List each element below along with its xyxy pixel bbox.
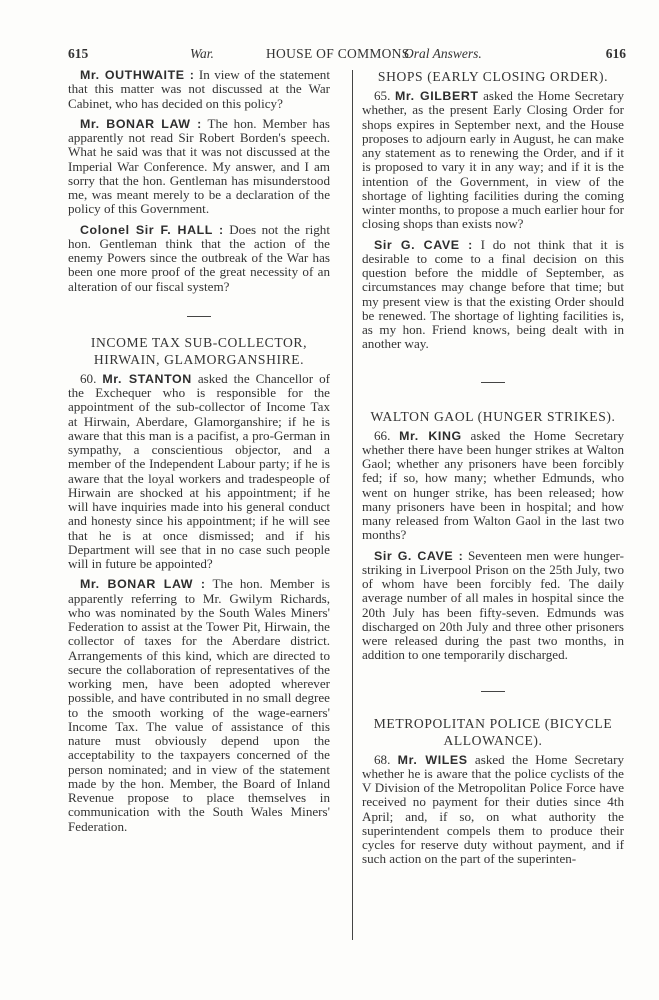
separator-rule <box>481 691 505 692</box>
paragraph-text: I do not think that it is desirable to come to a final decision on this question before the middle of September, as circumstances may change before that time; but my present view is that the existing Order should be renewed. The shortage of lighting facilities is, as my hon. Friend knows, being dealt with in another way. <box>362 236 624 352</box>
paragraph-text: Seventeen men were hunger-striking in Liverpool Prison on the 25th July, two of whom have been forcibly fed. The daily average number of all males in hospital since the 20th July has been fifty-seven. Edmunds was discharged on 20th July and three other prisoners were released during the past two months, in addition to one temporarily discharged. <box>362 547 625 663</box>
right-column <box>362 68 624 873</box>
speaker-name: Sir G. CAVE : <box>374 237 473 252</box>
running-head <box>68 46 626 66</box>
question-number: 65. <box>374 88 391 103</box>
paragraph-bonar-law-2 <box>68 577 330 834</box>
paragraph-stanton <box>68 372 330 572</box>
left-column <box>68 68 330 840</box>
heading-line: ALLOWANCE). <box>443 732 543 748</box>
separator-rule <box>187 316 211 317</box>
paragraph-cave-1 <box>362 238 624 352</box>
speaker-name: Mr. STANTON <box>102 371 192 386</box>
paragraph-king <box>362 429 624 543</box>
speaker-name: Mr. OUTHWAITE : <box>80 68 195 82</box>
speaker-name: Mr. BONAR LAW : <box>80 116 202 131</box>
speaker-name: Mr. KING <box>399 428 462 443</box>
paragraph-text: The hon. Member is apparently referring to Mr. Gwilym Richards, who was nominated by the South Wales Miners' Federation to assist at the Tower Pit, Hirwain, the collector of taxes for the Aberdare district. Arrangements of this kind, which are directed to secure the collaboration of representatives of the working men, have been adopted wherever possible, and have contributed in no small degree to the smooth working of the wage-earners' Income Tax. The value of assistance of this nature must obviously depend upon the acceptability to the taxpayers concerned of the person nominated; and in view of the statement made by the hon. Member, the Board of Inland Revenue propose to place themselves in communication with the South Wales Miners' Federation. <box>68 576 330 834</box>
paragraph-text: The hon. Member has apparently not read Sir Robert Borden's speech. What he said was that it was not discussed at the Imperial War Conference. My answer, and I am sorry that the hon. Gentleman has misunderstood me, was meant merely to be a declaration of the policy of this Government. <box>68 115 330 217</box>
section-separator <box>68 300 330 334</box>
right-page-number: 616 <box>605 46 626 61</box>
heading-line: INCOME TAX SUB-COLLECTOR, <box>90 334 308 350</box>
paragraph-hall <box>68 223 330 294</box>
heading-line: METROPOLITAN POLICE (BICYCLE <box>373 715 613 731</box>
section-heading-metropolitan-police <box>362 715 624 749</box>
speaker-name: Mr. GILBERT <box>394 89 479 103</box>
column-divider <box>352 70 353 940</box>
section-heading-income-tax <box>68 334 330 368</box>
right-section-label: Oral Answers. <box>404 46 482 61</box>
paragraph-text: Does not the right hon. Gentleman think that the action of the enemy Powers since the outbreak of the War has been one more proof of the great necessity of an alteration of our fiscal system? <box>68 221 330 294</box>
left-section-label: War. <box>190 46 214 61</box>
speaker-name: Mr. BONAR LAW : <box>80 577 206 592</box>
section-separator <box>362 669 624 715</box>
paragraph-wiles <box>362 753 624 867</box>
paragraph-text: asked the Home Secretary whether, as the present Early Closing Order for shops expires in September next, and the House proposes to adjourn early in August, he can make any statement as to renewing the Order, and if it is proposed to vary it in any way; and if it is the intention of the Government, in view of the shortage of lighting facilities during the coming winter months, to propose a much earlier hour for closing shops than exists now? <box>362 88 624 232</box>
paragraph-text: asked the Home Secretary whether there have been hunger strikes at Walton Gaol; whether any prisoners have been forcibly fed; if so, how many; whether Edmunds, who went on hunger strike, has been released; how many prisoners have been in hospital; and how many released from Walton Gaol in the last two months? <box>362 427 625 543</box>
heading-line: HIRWAIN, GLAMORGANSHIRE. <box>93 351 305 367</box>
question-number: 66. <box>374 427 391 443</box>
section-separator <box>362 358 624 408</box>
section-heading-walton-gaol: WALTON GAOL (HUNGER STRIKES). <box>370 408 616 424</box>
paragraph-text: asked the Home Secretary whether he is aware that the police cyclists of the V Division of the Metropolitan Police Force have received no payment for their duties since 4th April; and, if so, on what authority the superintendent compels them to produce their cycles for reserve duty without payment, and if such action on the part of the superinten- <box>362 751 624 867</box>
speaker-name: Mr. WILES <box>397 752 468 767</box>
question-number: 68. <box>374 751 391 767</box>
section-heading-shops: SHOPS (EARLY CLOSING ORDER). <box>377 69 609 84</box>
speaker-name: Colonel Sir F. HALL : <box>80 222 224 237</box>
paragraph-text: asked the Chancellor of the Exchequer who is responsible for the appointment of the sub-collector of Income Tax at Hirwain, Aberdare, Glamorganshire; if he is aware that this man is a pacifist, a pro-German in sympathy, a conscientious objector, and a member of the Independent Labour party; if he is aware that the loyal workers and tradespeople of Hirwain are shocked at his appointment; if he will have inquiries made into his general conduct and honesty since his appointment; if he will see that he is at once dismissed; and if his Department will see that in no case such people will in future be appointed? <box>68 370 330 571</box>
paragraph-text: In view of the statement that this matter was not discussed at the War Cabinet, who has decided on this policy? <box>68 67 330 111</box>
paragraph-bonar-law-1 <box>68 117 330 217</box>
speaker-name: Sir G. CAVE : <box>374 548 464 563</box>
publication-title: HOUSE OF COMMONS <box>266 46 410 61</box>
question-number: 60. <box>80 370 97 386</box>
paragraph-cave-2 <box>362 549 624 663</box>
left-page-number: 615 <box>68 46 89 61</box>
separator-rule <box>481 382 505 383</box>
paragraph-outhwaite <box>68 68 330 111</box>
paragraph-gilbert <box>362 89 624 232</box>
